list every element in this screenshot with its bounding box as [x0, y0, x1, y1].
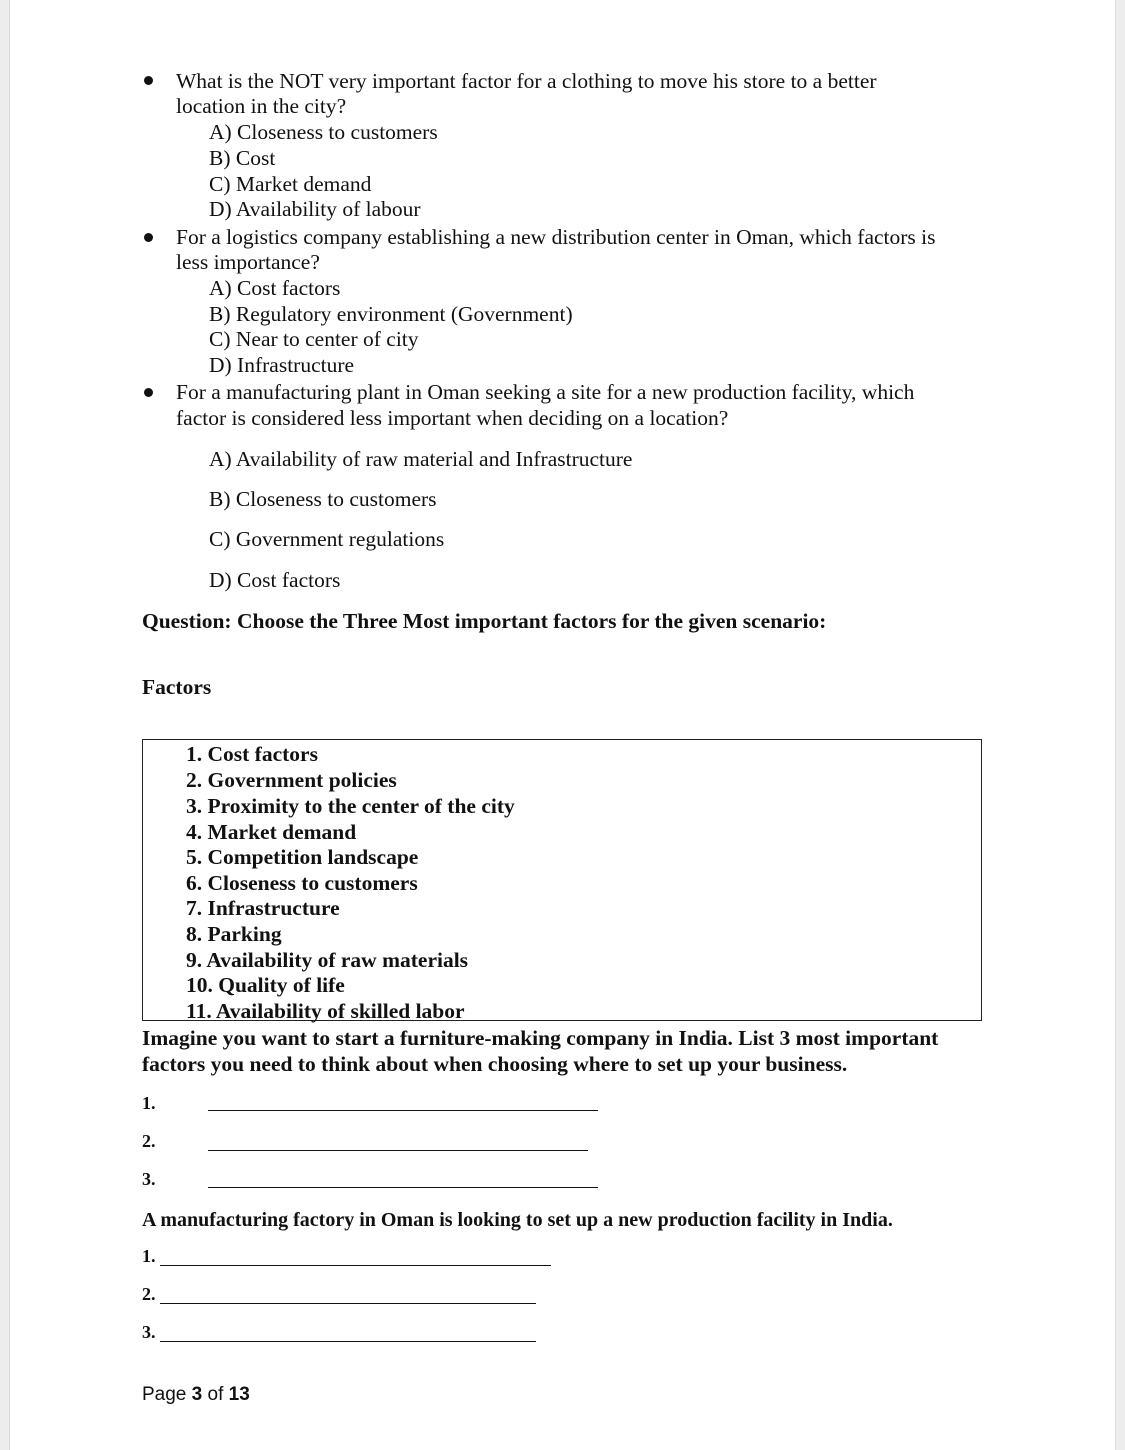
- bullet: [144, 233, 153, 242]
- question-3-option-b: B) Closeness to customers: [209, 487, 437, 511]
- factor-item: 2. Government policies: [186, 768, 397, 792]
- question-1-line-2: location in the city?: [176, 94, 347, 118]
- factor-item: 11. Availability of skilled labor: [186, 999, 465, 1023]
- total-pages: 13: [228, 1384, 250, 1405]
- question-2-option-a: A) Cost factors: [209, 276, 341, 300]
- page-word: Page: [142, 1384, 187, 1405]
- of-word: of: [207, 1384, 224, 1405]
- scenario-1-line-1: Imagine you want to start a furniture-making company in India. List 3 most important: [142, 1026, 939, 1050]
- factor-item: 4. Market demand: [186, 820, 357, 844]
- question-heading: Question: Choose the Three Most important factors for the given scenario:: [142, 609, 827, 633]
- answer-line[interactable]: [160, 1341, 536, 1342]
- factor-item: 5. Competition landscape: [186, 845, 419, 869]
- question-1-option-d: D) Availability of labour: [209, 197, 421, 221]
- scenario-1-line-2: factors you need to think about when choosing where to set up your business.: [142, 1052, 848, 1076]
- factor-item: 8. Parking: [186, 922, 282, 946]
- question-3-option-c: C) Government regulations: [209, 527, 445, 551]
- factor-item: 3. Proximity to the center of the city: [186, 794, 515, 818]
- question-1-line-1: What is the NOT very important factor for a clothing to move his store to a better: [176, 69, 877, 93]
- bullet: [144, 388, 153, 397]
- question-3-line-1: For a manufacturing plant in Oman seeking a site for a new production facility, which: [176, 380, 915, 404]
- question-1-option-a: A) Closeness to customers: [209, 120, 438, 144]
- factor-item: 7. Infrastructure: [186, 896, 340, 920]
- answer-number: 2.: [142, 1284, 156, 1304]
- factor-item: 10. Quality of life: [186, 973, 345, 997]
- answer-number: 3.: [142, 1169, 156, 1189]
- question-3-line-2: factor is considered less important when deciding on a location?: [176, 406, 729, 430]
- document-page: [9, 0, 1116, 1450]
- answer-line[interactable]: [160, 1303, 536, 1304]
- question-2-option-d: D) Infrastructure: [209, 353, 355, 377]
- page-number: [142, 1384, 250, 1406]
- question-2-option-c: C) Near to center of city: [209, 327, 419, 351]
- answer-line[interactable]: [208, 1150, 588, 1151]
- answer-line[interactable]: [208, 1110, 598, 1111]
- factor-item: 6. Closeness to customers: [186, 871, 418, 895]
- answer-line[interactable]: [208, 1187, 598, 1188]
- factor-item: 1. Cost factors: [186, 742, 318, 766]
- factor-item: 9. Availability of raw materials: [186, 948, 469, 972]
- answer-number: 2.: [142, 1131, 156, 1151]
- question-3-option-d: D) Cost factors: [209, 568, 341, 592]
- current-page: 3: [191, 1384, 203, 1405]
- bullet: [144, 76, 153, 85]
- answer-number: 1.: [142, 1093, 156, 1113]
- scenario-2-text: A manufacturing factory in Oman is looking to set up a new production facility in India.: [142, 1209, 893, 1231]
- question-2-line-1: For a logistics company establishing a new distribution center in Oman, which factors is: [176, 225, 936, 249]
- question-3-option-a: A) Availability of raw material and Infrastructure: [209, 447, 633, 471]
- factors-heading: Factors: [142, 675, 212, 699]
- question-2-option-b: B) Regulatory environment (Government): [209, 302, 573, 326]
- answer-number: 1.: [142, 1246, 156, 1266]
- question-1-option-c: C) Market demand: [209, 172, 372, 196]
- answer-line[interactable]: [160, 1265, 551, 1266]
- question-2-line-2: less importance?: [176, 250, 320, 274]
- question-1-option-b: B) Cost: [209, 146, 276, 170]
- answer-number: 3.: [142, 1322, 156, 1342]
